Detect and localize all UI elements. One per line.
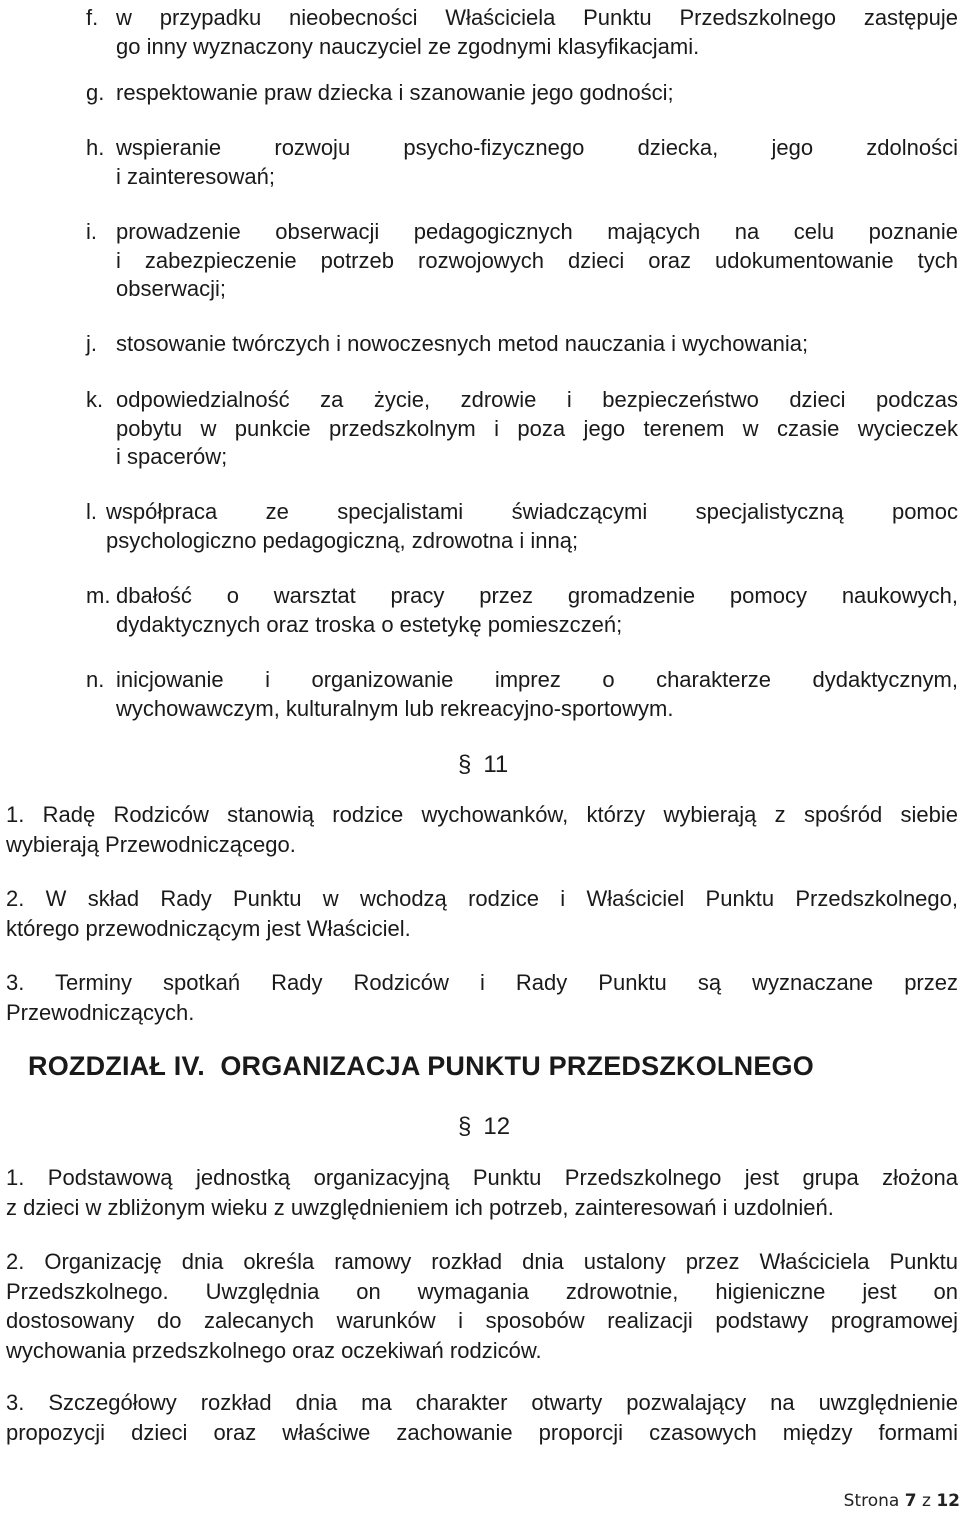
list-marker: j.: [86, 331, 97, 356]
list-text-line: inicjowanie i organizowanie imprez o charakterze dydaktycznym,: [116, 667, 958, 692]
list-marker: f.: [86, 5, 99, 30]
list-item-n: [86, 666, 958, 723]
list-marker: n.: [86, 667, 105, 692]
list-text-line: prowadzenie obserwacji pedagogicznych mających na celu poznanie: [116, 219, 958, 244]
page-separator: z: [921, 1491, 931, 1511]
page-number-footer: [844, 1491, 960, 1511]
list-text-line: odpowiedzialność za życie, zdrowie i bezpieczeństwo dzieci podczas: [116, 387, 958, 412]
list-text-line: psychologiczno pedagogiczną, zdrowotna i inną;: [106, 527, 579, 553]
list-text-line: pobytu w punkcie przedszkolnym i poza jego terenem w czasie wycieczek: [116, 415, 958, 441]
list-marker: m.: [86, 583, 111, 608]
current-page: 7: [904, 1491, 917, 1511]
paragraph-line: którego przewodniczącym jest Właściciel.: [6, 915, 411, 941]
list-text-line: dbałość o warsztat pracy przez gromadzenie pomocy naukowych,: [116, 583, 958, 608]
list-item-f: [86, 4, 958, 61]
list-item-h: [86, 134, 958, 191]
paragraph-line: wychowania przedszkolnego oraz oczekiwań rodziców.: [6, 1337, 542, 1363]
list-marker: h.: [86, 135, 105, 160]
section-number: 11: [483, 751, 509, 778]
paragraph-line: 2. W skład Rady Punktu w wchodzą rodzice i Właściciel Punktu Przedszkolnego,: [6, 886, 958, 911]
list-item-l: [86, 498, 958, 555]
section-heading-11: [458, 750, 508, 780]
list-item-m: [86, 582, 958, 639]
paragraph-11-1: [6, 800, 958, 859]
section-sign: §: [458, 751, 472, 778]
page-label: Strona: [843, 1491, 900, 1511]
list-marker: i.: [86, 219, 97, 244]
list-text-line: współpraca ze specjalistami świadczącymi specjalistyczną pomoc: [106, 499, 958, 524]
list-text-line: w przypadku nieobecności Właściciela Punktu Przedszkolnego zastępuje: [116, 5, 958, 30]
paragraph-12-1: [6, 1163, 958, 1222]
paragraph-12-3: [6, 1388, 958, 1447]
list-text-line: respektowanie praw dziecka i szanowanie jego godności;: [116, 80, 674, 105]
list-item-g: [86, 79, 958, 108]
list-text-line: go inny wyznaczony nauczyciel ze zgodnymi klasyfikacjami.: [116, 33, 700, 59]
list-text-line: dydaktycznych oraz troska o estetykę pomieszczeń;: [116, 611, 623, 637]
paragraph-11-3: [6, 968, 958, 1027]
paragraph-line: 3. Terminy spotkań Rady Rodziców i Rady Punktu są wyznaczane przez: [6, 970, 958, 995]
section-heading-12: [458, 1112, 510, 1142]
chapter-heading: ROZDZIAŁ IV. ORGANIZACJA PUNKTU PRZEDSZKOLNEGO: [28, 1051, 814, 1081]
paragraph-line: 3. Szczegółowy rozkład dnia ma charakter otwarty pozwalający na uwzględnienie: [6, 1390, 958, 1415]
paragraph-line: propozycji dzieci oraz właściwe zachowanie proporcji czasowych między formami: [6, 1419, 958, 1445]
list-text-line: wychowawczym, kulturalnym lub rekreacyjno-sportowym.: [116, 695, 674, 721]
list-text-line: stosowanie twórczych i nowoczesnych metod nauczania i wychowania;: [116, 331, 809, 356]
paragraph-line: dostosowany do zalecanych warunków i sposobów realizacji podstawy programowej: [6, 1308, 958, 1333]
paragraph-line: Przewodniczących.: [6, 999, 195, 1025]
total-pages: 12: [936, 1491, 960, 1511]
list-marker: l.: [86, 499, 97, 524]
section-number: 12: [483, 1113, 511, 1140]
paragraph-line: 2. Organizację dnia określa ramowy rozkład dnia ustalony przez Właściciela Punktu: [6, 1249, 958, 1274]
paragraph-line: Przedszkolnego. Uwzględnia on wymagania zdrowotnie, higieniczne jest on: [6, 1278, 958, 1304]
list-marker: k.: [86, 387, 104, 412]
list-item-i: [86, 218, 958, 304]
paragraph-line: 1. Podstawową jednostką organizacyjną Punktu Przedszkolnego jest grupa złożona: [6, 1165, 958, 1190]
list-text-line: wspieranie rozwoju psycho-fizycznego dziecka, jego zdolności: [116, 135, 958, 160]
list-marker: g.: [86, 80, 105, 105]
list-item-j: [86, 330, 958, 359]
paragraph-line: z dzieci w zbliżonym wieku z uwzględnieniem ich potrzeb, zainteresowań i uzdolnień.: [6, 1194, 834, 1220]
paragraph-line: 1. Radę Rodziców stanowią rodzice wychowanków, którzy wybierają z spośród siebie: [6, 802, 958, 827]
paragraph-11-2: [6, 884, 958, 943]
paragraph-12-2: [6, 1247, 958, 1365]
section-sign: §: [458, 1113, 472, 1140]
list-item-k: [86, 386, 958, 472]
list-text-line: obserwacji;: [116, 276, 227, 301]
paragraph-line: wybierają Przewodniczącego.: [6, 831, 296, 857]
list-text-line: i spacerów;: [116, 444, 228, 469]
list-text-line: i zabezpieczenie potrzeb rozwojowych dzieci oraz udokumentowanie tych: [116, 247, 958, 273]
list-text-line: i zainteresowań;: [116, 163, 275, 189]
